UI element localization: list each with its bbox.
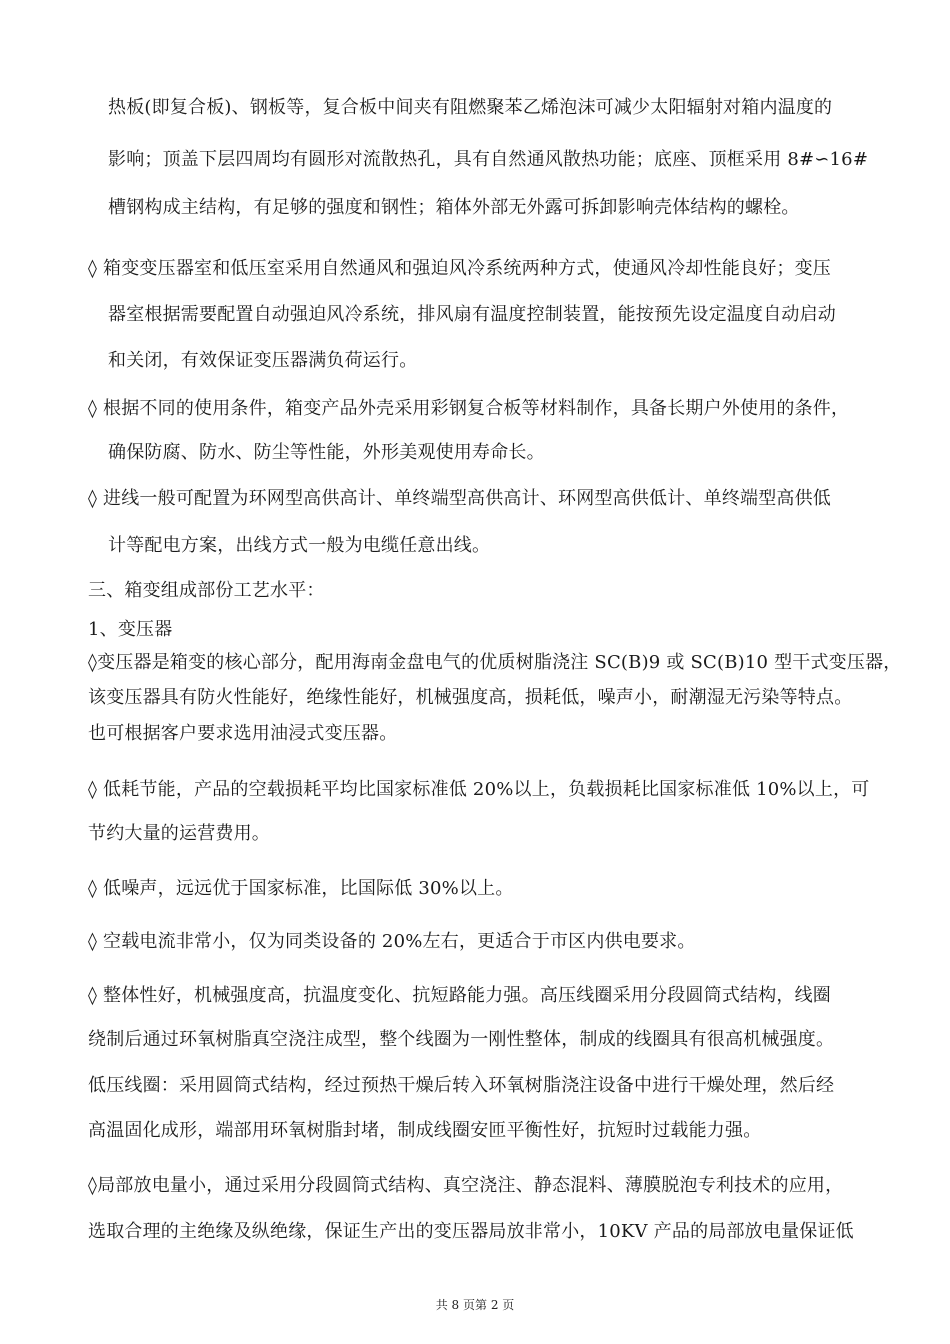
text-line: 槽钢构成主结构，有足够的强度和钢性；箱体外部无外露可拆卸影响壳体结构的螺栓。 <box>108 197 800 218</box>
text-line: 绕制后通过环氧树脂真空浇注成型，整个线圈为一刚性整体，制成的线圈具有很高机械强度。 <box>88 1029 835 1050</box>
subsection-heading: 1、变压器 <box>88 619 173 640</box>
text-line: ◊局部放电量小，通过采用分段圆筒式结构、真空浇注、静态混料、薄膜脱泡专利技术的应用， <box>88 1175 844 1196</box>
text-line: 器室根据需要配置自动强迫风冷系统，排风扇有温度控制装置，能按预先设定温度自动启动 <box>108 304 836 325</box>
text-line: 影响；顶盖下层四周均有圆形对流散热孔，具有自然通风散热功能；底座、顶框采用 8#∽16# <box>108 149 869 170</box>
text-line: 热板(即复合板)、钢板等，复合板中间夹有阻燃聚苯乙烯泡沫可减少太阳辐射对箱内温度的 <box>108 97 833 118</box>
text-line: 低压线圈：采用圆筒式结构，经过预热干燥后转入环氧树脂浇注设备中进行干燥处理，然后经 <box>88 1075 835 1096</box>
text-line: ◊ 进线一般可配置为环网型高供高计、单终端型高供高计、环网型高供低计、单终端型高供低 <box>88 488 832 509</box>
text-line: ◊ 根据不同的使用条件，箱变产品外壳采用彩钢复合板等材料制作，具备长期户外使用的条件， <box>88 398 850 419</box>
text-line: 该变压器具有防火性能好，绝缘性能好，机械强度高，损耗低，噪声小，耐潮湿无污染等特点。 <box>88 687 853 708</box>
text-line: 节约大量的运营费用。 <box>88 823 270 844</box>
text-line: ◊ 低噪声，远远优于国家标准，比国际低 30%以上。 <box>88 878 514 899</box>
text-line: 高温固化成形，端部用环氧树脂封堵，制成线圈安匝平衡性好，抗短时过载能力强。 <box>88 1120 762 1141</box>
text-line: ◊ 整体性好，机械强度高，抗温度变化、抗短路能力强。高压线圈采用分段圆筒式结构，线圈 <box>88 985 832 1006</box>
text-line: 和关闭，有效保证变压器满负荷运行。 <box>108 350 418 371</box>
text-line: 确保防腐、防水、防尘等性能，外形美观使用寿命长。 <box>108 442 545 463</box>
text-line: 选取合理的主绝缘及纵绝缘，保证生产出的变压器局放非常小，10KV 产品的局部放电量保证低 <box>88 1221 854 1242</box>
text-line: ◊ 低耗节能，产品的空载损耗平均比国家标准低 20%以上，负载损耗比国家标准低 10%以上，可 <box>88 779 870 800</box>
page-footer: 共 8 页第 2 页 <box>435 1298 515 1312</box>
text-line: 计等配电方案，出线方式一般为电缆任意出线。 <box>108 535 491 556</box>
text-line: ◊ 空载电流非常小，仅为同类设备的 20%左右，更适合于市区内供电要求。 <box>88 931 696 952</box>
text-line: ◊变压器是箱变的核心部分，配用海南金盘电气的优质树脂浇注 SC(B)9 或 SC(B)10 型干式变压器， <box>88 652 902 673</box>
section-heading: 三、箱变组成部份工艺水平： <box>88 580 325 601</box>
text-line: 也可根据客户要求选用油浸式变压器。 <box>88 723 398 744</box>
text-line: ◊ 箱变变压器室和低压室采用自然通风和强迫风冷系统两种方式，使通风冷却性能良好；变压 <box>88 258 832 279</box>
